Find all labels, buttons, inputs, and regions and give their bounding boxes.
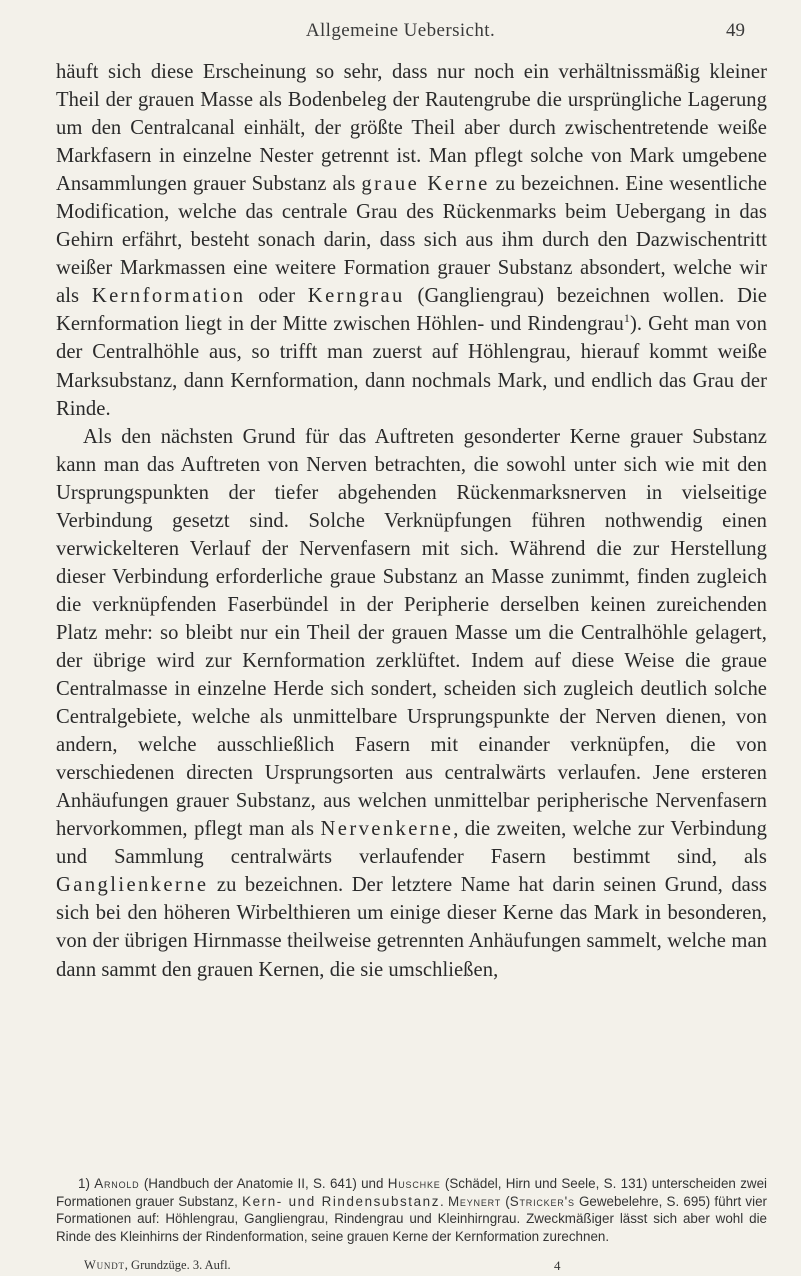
- author-name: Huschke: [387, 1176, 441, 1191]
- emphasis-term: Kerngrau: [307, 285, 405, 308]
- signature-author: Wundt: [84, 1258, 125, 1272]
- text-run: (Gangliengrau) bezeichnen wollen. Die Kernformation liegt in der Mitte zwischen Höhlen- und Rindengrau: [56, 285, 767, 336]
- body-text: [56, 58, 767, 984]
- text-run: oder: [245, 285, 308, 308]
- emphasis-term: graue Kerne: [361, 173, 490, 196]
- footnote-marker: 1): [78, 1176, 95, 1191]
- author-name: Arnold: [94, 1176, 140, 1191]
- paragraph-1: [56, 58, 767, 423]
- author-name: Meynert: [447, 1193, 502, 1209]
- text-run: .: [440, 1193, 448, 1209]
- emphasis-term: Kernformation: [91, 285, 246, 308]
- footnote: [56, 1175, 767, 1245]
- text-run: Gewebelehre, S. 695) führt vier Formationen auf: Höhlengrau, Gangliengrau, Rindengrau und Kleinhirngrau. Zweckmäßiger lässt sich aber wohl die Rinde des Kleinhirns der Rindenformation, seine grauen Kerne der Kernformation zurechnen.: [56, 1193, 768, 1244]
- signature-work: , Grundzüge. 3. Aufl.: [124, 1258, 231, 1272]
- emphasis-term: Nervenkerne: [320, 818, 454, 841]
- footnote-1: [56, 1175, 767, 1245]
- text-run: , die zweiten, welche zur Verbindung und Sammlung centralwärts verlaufender Fasern bestimmt sind, als: [56, 818, 768, 869]
- text-run: ). Geht man von der Centralhöhle aus, so trifft man zuerst auf Höhlengrau, hierauf kommt weiße Marksubstanz, dann Kernformation, dann nochmals Mark, und endlich das Grau der Rinde.: [56, 313, 767, 420]
- author-name: Stricker's: [509, 1193, 575, 1209]
- text-run: Als den nächsten Grund für das Auftreten gesonderter Kerne grauer Substanz kann man das Auftreten von Nerven betrachten, die sowohl unter sich wie mit den Ursprungspunkten der tiefer abgehenden Rückenmarksnerven in vielseitige Verbindung gesetzt sind. Solche Verknüpfungen führen nothwendig einen verwickelteren Verlauf der Nervenfasern mit sich. Während die zur Herstellung dieser Verbindung erforderliche graue Substanz an Masse zunimmt, finden zugleich die verknüpfenden Faserbündel in der Peripherie derselben keinen zureichenden Platz mehr: so bleibt nur ein Theil der grauen Masse um die Centralhöhle gelagert, der übrige wird zur Kernformation zerklüftet. Indem auf diese Weise die graue Centralmasse in einzelne Herde sich sondert, scheiden sich zugleich deutlich solche Centralgebiete, welche als unmittelbare Ursprungspunkte der Nerven dienen, von andern, welche ausschließlich Fasern mit einander verknüpfen, die von verschiedenen directen Ursprungsorten aus centralwärts verlaufen. Jene ersteren Anhäufungen grauer Substanz, aus welchen unmittelbar peripherische Nervenfasern hervorkommen, pflegt man als: [56, 425, 767, 841]
- text-run: häuft sich diese Erscheinung so sehr, dass nur noch ein verhältnissmäßig kleiner Theil der grauen Masse als Bodenbeleg der Rautengrube die ursprüngliche Lagerung um den Centralcanal einhält, der größte Theil aber durch zwischentretende weiße Markfasern in einzelne Nester getrennt ist. Man pflegt solche von Mark umgebene Ansammlungen grauer Substanz als: [56, 61, 767, 196]
- text-run: zu bezeichnen. Der letztere Name hat darin seinen Grund, dass sich bei den höheren Wirbelthieren um einige dieser Kerne das Mark in besonderen, von der übrigen Hirnmasse theilweise getrennten Anhäufungen sammelt, welche man dann sammt den grauen Kernen, die sie umschließen,: [56, 874, 767, 981]
- text-run: zu bezeichnen. Eine wesentliche Modification, welche das centrale Grau des Rückenmarks beim Uebergang in das Gehirn erfährt, besteht sonach darin, dass sich aus ihm durch den Dazwischentritt weißer Markmassen eine weitere Formation grauer Substanz absondert, welche wir als: [56, 173, 767, 308]
- signature-sheet-number: 4: [554, 1258, 561, 1273]
- text-run: (Schädel, Hirn und Seele, S. 131) unterscheiden zwei Formationen grauer Substanz,: [56, 1176, 767, 1209]
- text-run: (: [501, 1193, 510, 1209]
- running-head: [0, 20, 801, 48]
- emphasis-term: Ganglienkerne: [56, 874, 209, 897]
- page-number: 49: [726, 20, 745, 41]
- emphasis-term: Kern- und Rindensubstanz: [242, 1193, 441, 1209]
- printer-signature: [84, 1258, 784, 1273]
- paragraph-2: [56, 423, 767, 984]
- text-run: (Handbuch der Anatomie II, S. 641) und: [139, 1176, 388, 1191]
- running-title: Allgemeine Uebersicht.: [305, 20, 496, 41]
- footnote-reference[interactable]: 1: [623, 311, 630, 326]
